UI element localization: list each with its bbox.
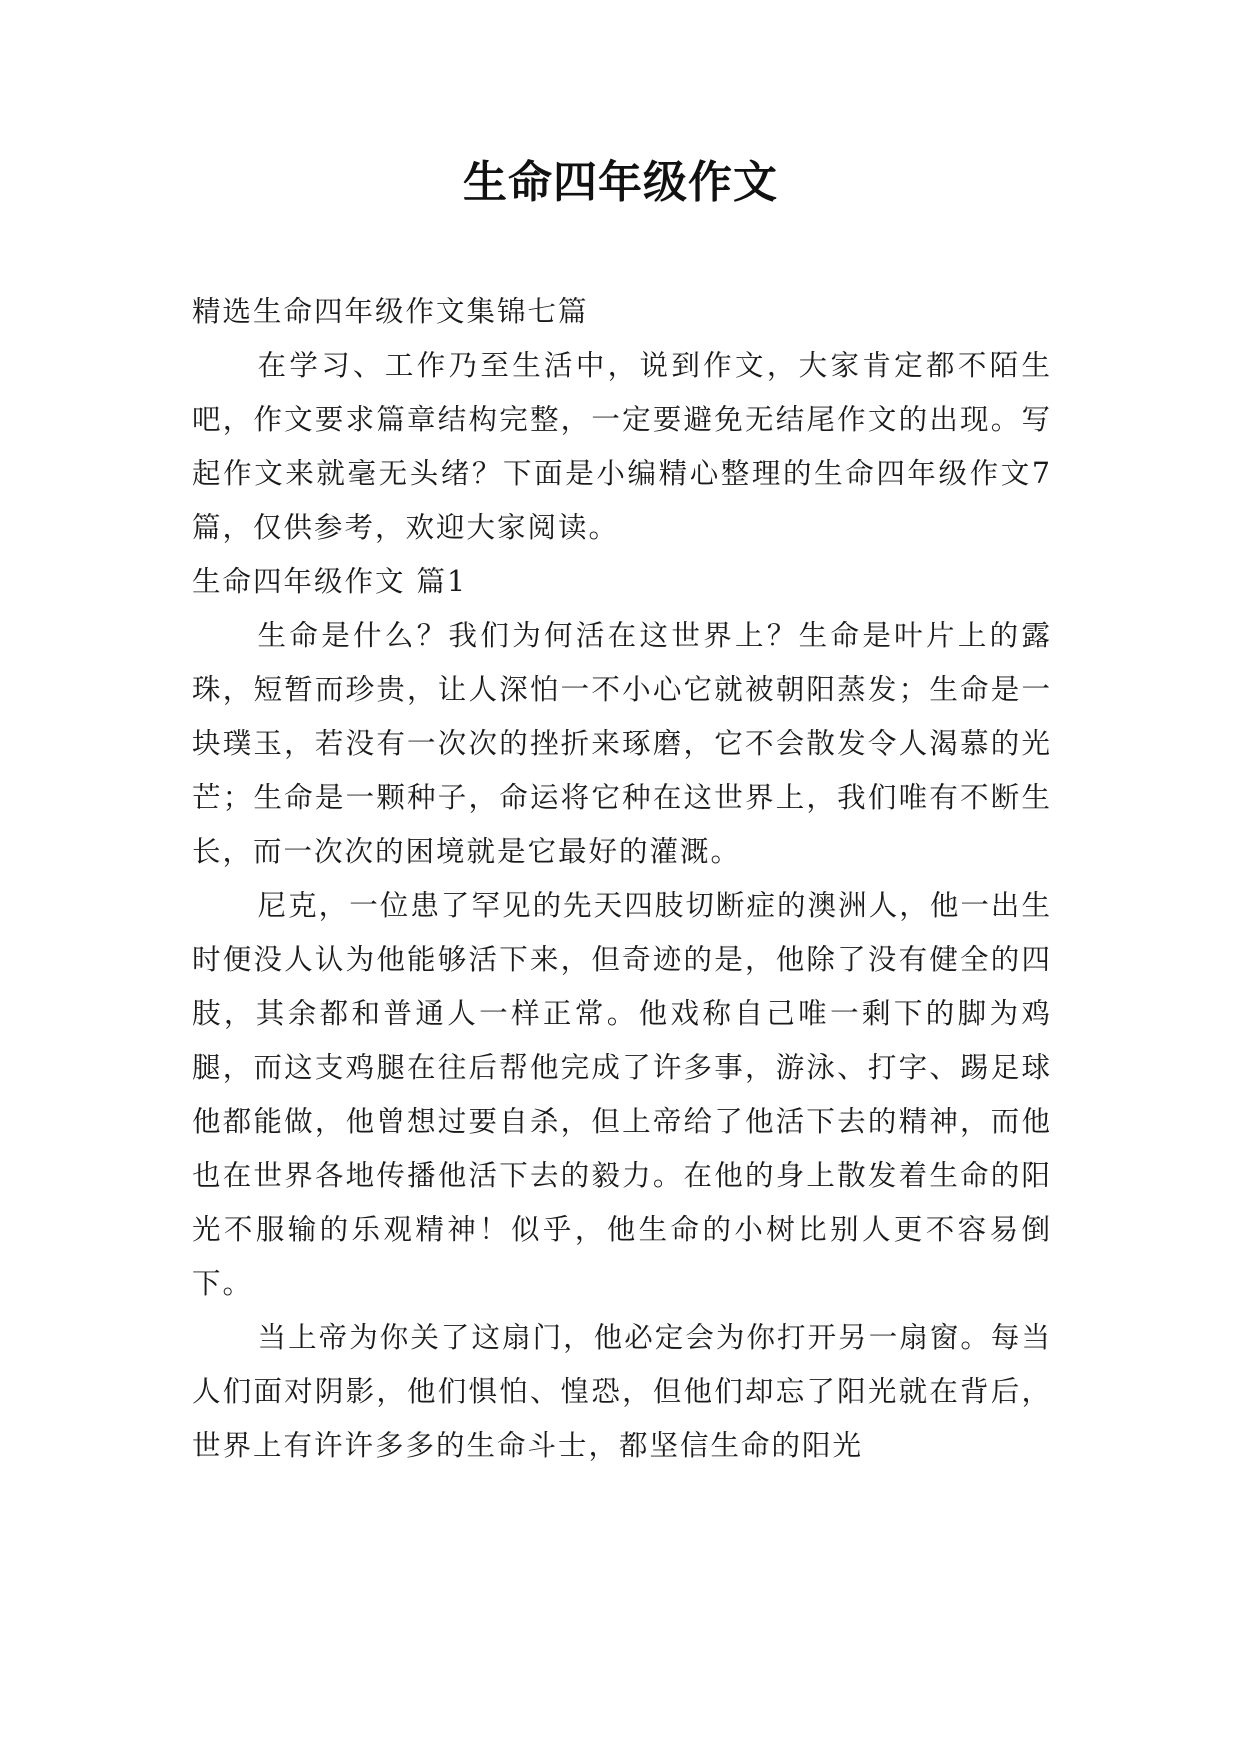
body-paragraph: 当上帝为你关了这扇门，他必定会为你打开另一扇窗。每当人们面对阴影，他们惧怕、惶恐，但他们却忘了阳光就在背后，世界上有许许多多的生命斗士，都坚信生命的阳光	[192, 1321, 1052, 1462]
document-subtitle: 精选生命四年级作文集锦七篇	[192, 295, 589, 328]
body-paragraph: 生命是什么？我们为何活在这世界上？生命是叶片上的露珠，短暂而珍贵，让人深怕一不小心它就被朝阳蒸发；生命是一块璞玉，若没有一次次的挫折来琢磨，它不会散发令人渴慕的光芒；生命是一颗种子，命运将它种在这世界上，我们唯有不断生长，而一次次的困境就是它最好的灌溉。	[192, 619, 1052, 868]
document-title: 生命四年级作文	[463, 157, 778, 208]
document-body	[192, 285, 1052, 1473]
intro-paragraph: 在学习、工作乃至生活中，说到作文，大家肯定都不陌生吧，作文要求篇章结构完整，一定要避免无结尾作文的出现。写起作文来就毫无头绪？下面是小编精心整理的生命四年级作文7篇，仅供参考，欢迎大家阅读。	[192, 349, 1052, 544]
body-paragraph: 尼克，一位患了罕见的先天四肢切断症的澳洲人，他一出生时便没人认为他能够活下来，但奇迹的是，他除了没有健全的四肢，其余都和普通人一样正常。他戏称自己唯一剩下的脚为鸡腿，而这支鸡腿在往后帮他完成了许多事，游泳、打字、踢足球他都能做，他曾想过要自杀，但上帝给了他活下去的精神，而他也在世界各地传播他活下去的毅力。在他的身上散发着生命的阳光不服输的乐观精神！似乎，他生命的小树比别人更不容易倒下。	[192, 889, 1052, 1300]
section-heading: 生命四年级作文 篇1	[192, 565, 468, 598]
